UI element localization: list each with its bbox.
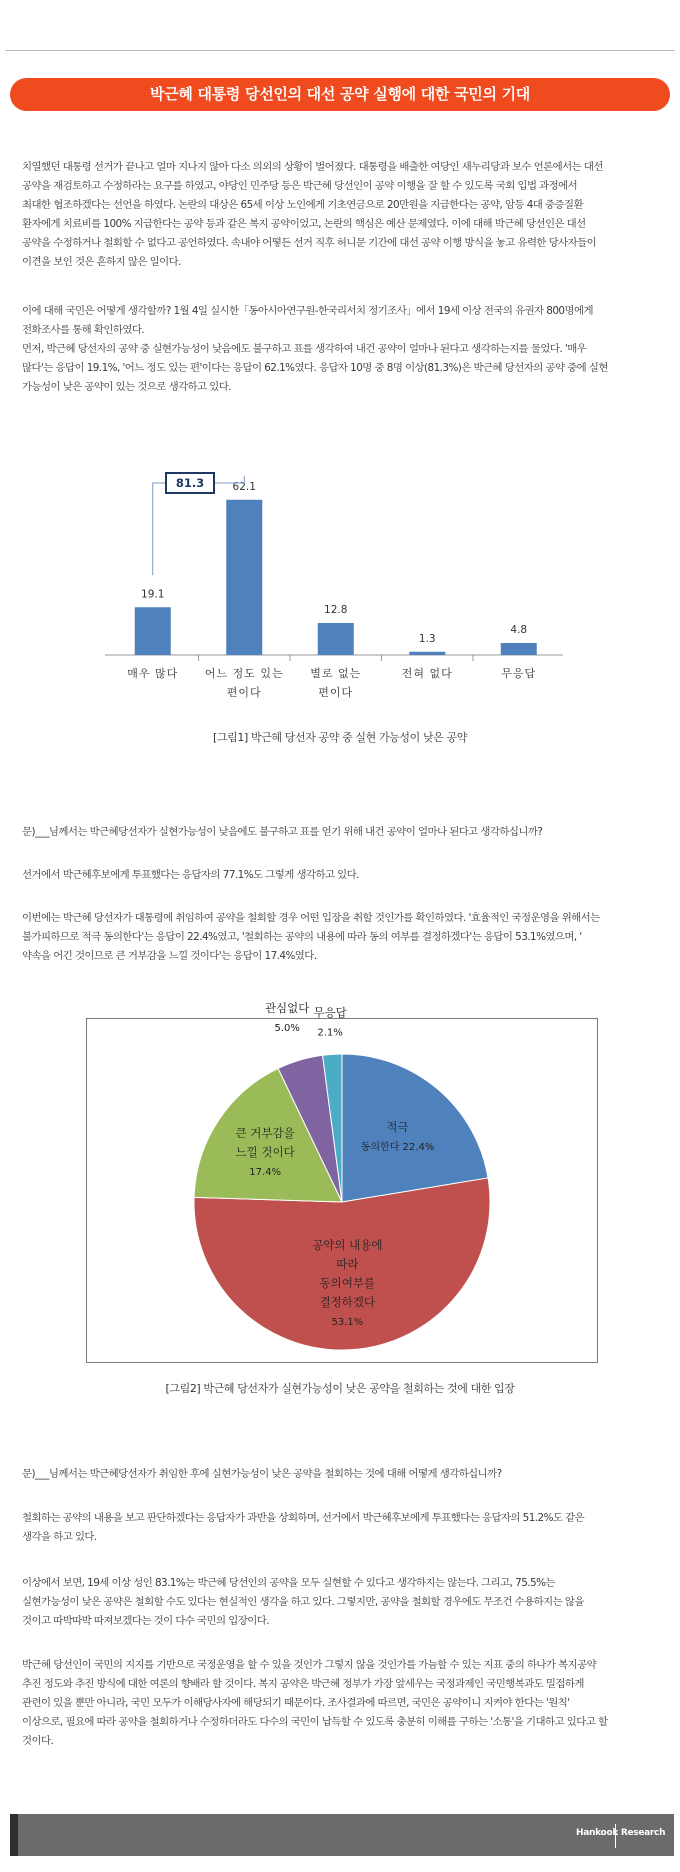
bar-chart bbox=[0, 440, 680, 720]
stance-paragraph: 이번에는 박근혜 당선자가 대통령에 취임하여 공약을 철회할 경우 어떤 입장을 취할 것인가를 확인하였다. '효율적인 국정운영을 위해서는 불가피하므로 적극 동의한다'는 응답이 22.4%였고, '철회하는 공약의 내용에 따라 동의 여부를 결정하겠다'는 응답이 53.1%였으며, ' 약속을 어긴 것이므로 큰 거부감을 느낄 것이다'는 응답이 17.4%였다. bbox=[22, 912, 600, 962]
category-label: 매우 많다 bbox=[127, 667, 179, 680]
bar bbox=[226, 500, 262, 655]
category-label: 편이다 bbox=[226, 686, 262, 699]
pie-chart bbox=[86, 1001, 598, 1363]
hankook-research-logo: Hankook Research bbox=[576, 1828, 666, 1838]
top-divider bbox=[5, 50, 675, 51]
pie-slice bbox=[342, 1054, 488, 1202]
pie-slice-label: 공약의 내용에 bbox=[312, 1238, 383, 1253]
pie-slice-label: 53.1% bbox=[331, 1317, 364, 1329]
bar-value-label: 12.8 bbox=[324, 604, 348, 616]
survey-paragraph: 이에 대해 국민은 어떻게 생각할까? 1월 4일 실시한「동아시아연구원-한국리서치 정기조사」에서 19세 이상 전국의 유권자 800명에게 전화조사를 통해 확인하였다. 먼저, 박근혜 당선자의 공약 중 실현가능성이 낮음에도 불구하고 표를 생각하여 내건 공약이 얼마나 된다고 생각하는지를 물었다. '매우 많다'는 응답이 19.1%, '어느 정도 있는 편'이다는 응답이 62.1%였다. 응답자 10명 중 8명 이상(81.3%)은 박근혜 당선자의 공약 중에 실현 가능성이 낮은 공약이 있는 것으로 생각하고 있다. bbox=[22, 305, 608, 393]
question-1: 문)___님께서는 박근혜당선자가 실현가능성이 낮음에도 불구하고 표를 얻기 위해 내건 공약이 얼마나 된다고 생각하십니까? bbox=[22, 826, 543, 838]
pie-slice-label: 큰 거부감을 bbox=[235, 1125, 295, 1140]
bar-value-label: 62.1 bbox=[232, 480, 256, 493]
pie-slice-label: 5.0% bbox=[274, 1023, 300, 1035]
bar-value-label: 19.1 bbox=[141, 588, 165, 601]
pie-slice-label: 적극 bbox=[386, 1120, 409, 1135]
figure2-caption: [그림2] 박근혜 당선자가 실현가능성이 낮은 공약을 철회하는 것에 대한 입장 bbox=[165, 1382, 515, 1395]
question-2: 문)___님께서는 박근혜당선자가 취임한 후에 실현가능성이 낮은 공약을 철회하는 것에 대해 어떻게 생각하십니까? bbox=[22, 1468, 502, 1480]
bracket-left bbox=[153, 483, 166, 575]
figure1-caption: [그림1] 박근혜 당선자 공약 중 실현 가능성이 낮은 공약 bbox=[213, 731, 467, 744]
category-label: 편이다 bbox=[318, 686, 354, 699]
bar bbox=[409, 652, 445, 655]
bar bbox=[318, 623, 354, 655]
footer-accent bbox=[10, 1814, 18, 1856]
category-label: 별로 없는 bbox=[310, 667, 362, 680]
pie-slice-label: 동의한다 22.4% bbox=[360, 1142, 435, 1154]
annotation-label: 81.3 bbox=[175, 476, 205, 490]
conclusion-paragraph: 박근혜 당선인이 국민의 지지를 기반으로 국정운영을 할 수 있을 것인가 그렇지 않을 것인가를 가늠할 수 있는 지표 중의 하나가 복지공약 추진 정도와 추진 방식에 대한 여론의 향배라 할 것이다. 복지 공약은 박근혜 정부가 가장 앞세우는 국정과제인 국민행복과도 밀접하게 관련이 있을 뿐만 아니라, 국민 모두가 이해당사자에 해당되기 때문이다. 조사결과에 따르면, 국민은 공약이니 지켜야 한다는 '원칙' 이상으로, 필요에 따라 공약을 철회하거나 수정하더라도 다수의 국민이 납득할 수 있도록 충분히 이해를 구하는 '소통'을 기대하고 있다고 할 것이다. bbox=[22, 1659, 608, 1747]
bar bbox=[501, 643, 537, 655]
intro-paragraph: 치열했던 대통령 선거가 끝나고 얼마 지나지 않아 다소 의외의 상황이 벌어졌다. 대통령을 배출한 여당인 새누리당과 보수 언론에서는 대선 공약을 재검토하고 수정하라는 요구를 하였고, 야당인 민주당 등은 박근혜 당선인이 공약 이행을 잘 할 수 있도록 국회 입법 과정에서 최대한 협조하겠다는 선언을 하였다. 논란의 대상은 65세 이상 노인에게 기초연금으로 20만원을 지급한다는 공약, 암등 4대 중증질환 환자에게 치료비를 100% 지급한다는 공약 등과 같은 복지 공약이었고, 논란의 핵심은 예산 문제였다. 이에 대해 박근혜 당선인은 대선 공약을 수정하거나 철회할 수 없다고 공언하였다. 속내야 어떻든 선거 직후 허니문 기간에 대선 공약 이행 방식을 놓고 유력한 당사자들이 이견을 보인 것은 흔하지 않은 일이다. bbox=[22, 161, 603, 268]
pie-slice-label: 느낄 것이다 bbox=[235, 1144, 295, 1159]
summary-paragraph: 이상에서 보면, 19세 이상 성인 83.1%는 박근혜 당선인의 공약을 모두 실현할 수 있다고 생각하지는 않는다. 그리고, 75.5%는 실현가능성이 낮은 공약은 철회할 수도 있다는 현실적인 생각을 하고 있다. 그렇지만, 공약을 철회할 경우에도 무조건 수용하지는 않을 것이고 따박따박 따져보겠다는 것이 다수 국민의 입장이다. bbox=[22, 1577, 584, 1627]
pie-slice-label: 17.4% bbox=[249, 1166, 282, 1178]
finding-paragraph: 선거에서 박근혜후보에게 투표했다는 응답자의 77.1%도 그렇게 생각하고 있다. bbox=[22, 869, 359, 881]
pie-slice-label: 2.1% bbox=[317, 1027, 343, 1039]
category-label: 무응답 bbox=[501, 667, 537, 680]
pie-slice-label: 관심없다 bbox=[264, 1001, 310, 1016]
bar-value-label: 4.8 bbox=[510, 624, 528, 636]
pie-slice-label: 무응답 bbox=[313, 1005, 347, 1020]
pie-slice-label: 동의여부를 bbox=[319, 1276, 376, 1291]
pie-slice-label: 따라 bbox=[336, 1257, 359, 1272]
pie-slice-label: 결정하겠다 bbox=[319, 1295, 376, 1310]
category-label: 전혀 없다 bbox=[401, 667, 453, 680]
page-title: 박근혜 대통령 당선인의 대선 공약 실행에 대한 국민의 기대 bbox=[10, 78, 670, 111]
category-label: 어느 정도 있는 bbox=[204, 667, 284, 680]
judgement-paragraph: 철회하는 공약의 내용을 보고 판단하겠다는 응답자가 과반을 상회하며, 선거에서 박근혜후보에게 투표했다는 응답자의 51.2%도 같은 생각을 하고 있다. bbox=[22, 1512, 585, 1543]
footer-bar bbox=[10, 1814, 674, 1856]
bar-value-label: 1.3 bbox=[418, 632, 436, 645]
bar bbox=[135, 607, 171, 655]
